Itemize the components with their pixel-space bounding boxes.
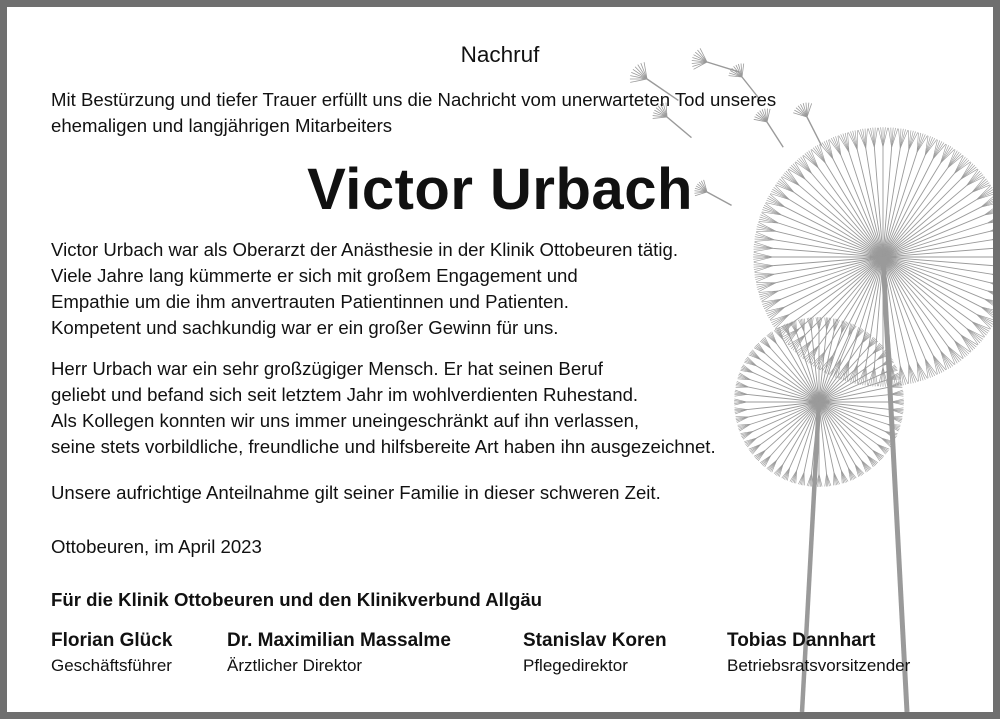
- place-date: Ottobeuren, im April 2023: [51, 536, 262, 557]
- signer-role: Pflegedirektor: [523, 656, 628, 675]
- intro-line: ehemaligen und langjährigen Mitarbeiters: [51, 115, 393, 136]
- paragraph-line: Kompetent und sachkundig war er ein großer Gewinn für uns.: [51, 317, 559, 338]
- signer: [727, 629, 910, 679]
- paragraph-line: Unsere aufrichtige Anteilnahme gilt seiner Familie in dieser schweren Zeit.: [51, 482, 661, 503]
- paragraph-line: geliebt und befand sich seit letztem Jahr im wohlverdienten Ruhestand.: [51, 384, 639, 405]
- signoff-organization: Für die Klinik Ottobeuren und den Klinikverbund Allgäu: [51, 589, 543, 610]
- signer-name: Stanislav Koren: [523, 630, 667, 651]
- paragraph-line: Viele Jahre lang kümmerte er sich mit großem Engagement und: [51, 265, 578, 286]
- signer-name: Florian Glück: [51, 630, 173, 651]
- paragraph-line: Als Kollegen konnten wir uns immer uneingeschränkt auf ihn verlassen,: [51, 410, 640, 431]
- signer: [51, 629, 172, 679]
- obituary-notice: [7, 7, 993, 712]
- deceased-name: Victor Urbach: [307, 157, 693, 222]
- paragraph-line: Herr Urbach war ein sehr großzügiger Mensch. Er hat seinen Beruf: [51, 358, 603, 379]
- signer-name: Tobias Dannhart: [727, 630, 876, 651]
- signer-role: Geschäftsführer: [51, 656, 172, 675]
- signer: [523, 629, 667, 679]
- signer-role: Betriebsratsvorsitzender: [727, 656, 911, 675]
- signer: [227, 629, 451, 679]
- notice-title: Nachruf: [460, 42, 540, 67]
- paragraph-line: Empathie um die ihm anvertrauten Patientinnen und Patienten.: [51, 291, 569, 312]
- paragraph-line: seine stets vorbildliche, freundliche und hilfsbereite Art haben ihn ausgezeichnet.: [51, 436, 716, 457]
- signer-name: Dr. Maximilian Massalme: [227, 630, 451, 651]
- signer-role: Ärztlicher Direktor: [227, 656, 363, 675]
- intro-line: Mit Bestürzung und tiefer Trauer erfüllt uns die Nachricht vom unerwarteten Tod unseres: [51, 89, 777, 110]
- paragraph-line: Victor Urbach war als Oberarzt der Anästhesie in der Klinik Ottobeuren tätig.: [51, 239, 678, 260]
